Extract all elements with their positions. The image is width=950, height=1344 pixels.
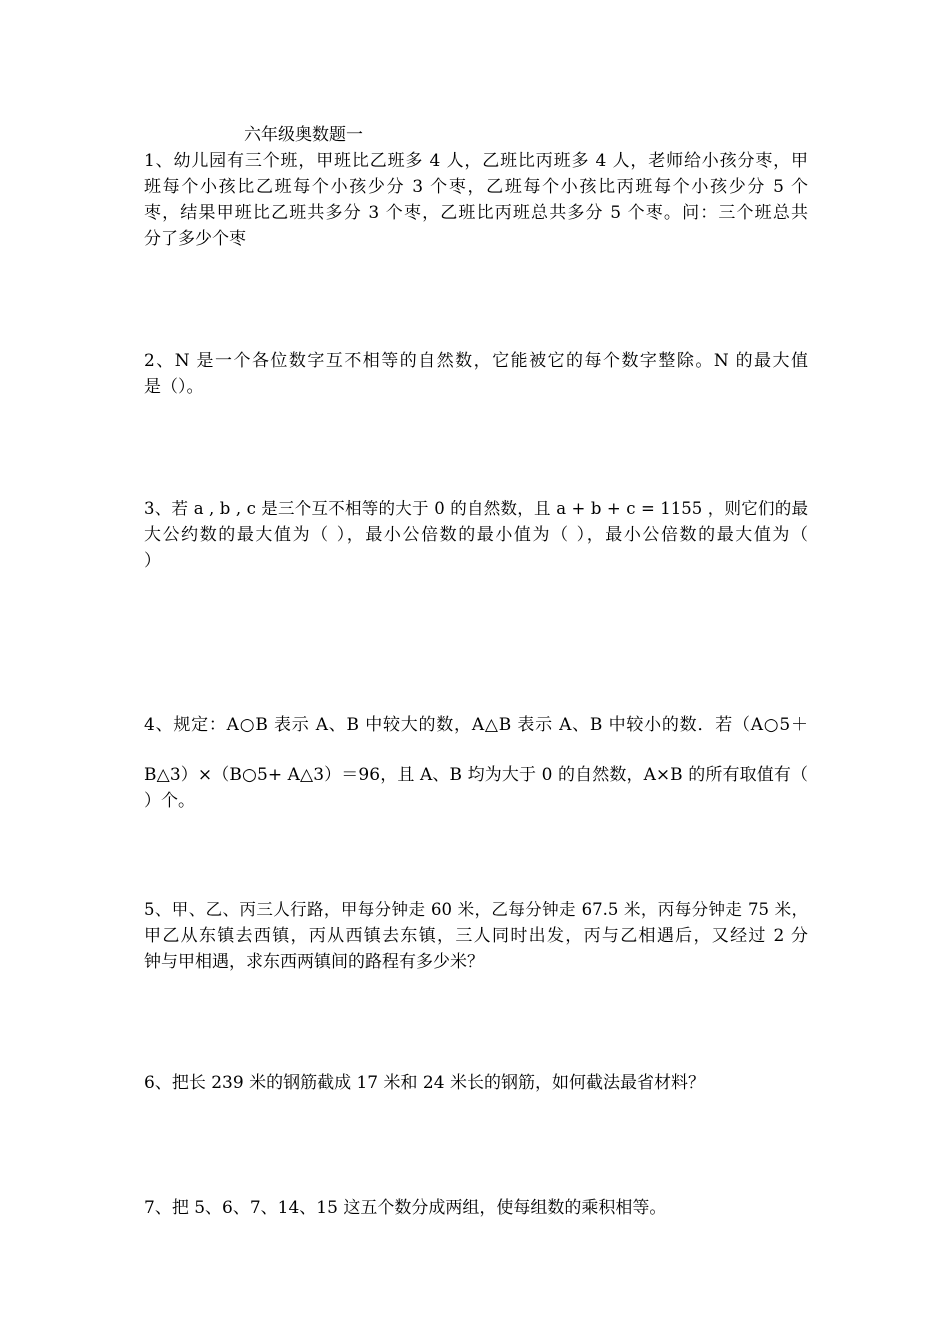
- question-1-line-3: 枣，结果甲班比乙班共多分 3 个枣，乙班比丙班总共多分 5 个枣。问：三个班总共: [144, 203, 808, 223]
- question-7-line-1: 7、把 5、6、7、14、15 这五个数分成两组，使每组数的乘积相等。: [144, 1198, 667, 1218]
- question-2: [144, 348, 808, 400]
- question-1-line-4: 分了多少个枣: [144, 229, 246, 249]
- question-2-line-1: 2、N 是一个各位数字互不相等的自然数，它能被它的每个数字整除。N 的最大值: [144, 351, 808, 371]
- question-6-line-1: 6、把长 239 米的钢筋截成 17 米和 24 米长的钢筋，如何截法最省材料？: [144, 1073, 705, 1093]
- question-3: [144, 496, 808, 574]
- question-5: [144, 897, 808, 975]
- question-4: [144, 712, 808, 814]
- question-4-line-2: B△3）×（B○5+ A△3）＝96，且 A、B 均为大于 0 的自然数，A×B 的所有取值有（: [144, 765, 808, 785]
- question-6: [144, 1070, 808, 1096]
- question-5-line-1: 5、甲、乙、丙三人行路，甲每分钟走 60 米，乙每分钟走 67.5 米，丙每分钟走 75 米，: [144, 900, 808, 919]
- question-4-line-3: ）个。: [144, 791, 195, 811]
- question-1-line-2: 班每个小孩比乙班每个小孩少分 3 个枣，乙班每个小孩比丙班每个小孩少分 5 个: [144, 177, 808, 197]
- question-5-line-3: 钟与甲相遇，求东西两镇间的路程有多少米？: [144, 952, 484, 972]
- question-3-line-1: 3、若 a , b , c 是三个互不相等的大于 0 的自然数，且 a + b + c = 1155 ，则它们的最: [144, 499, 808, 518]
- question-3-line-3: ）: [144, 551, 161, 571]
- question-1-line-1: 1、幼儿园有三个班，甲班比乙班多 4 人，乙班比丙班多 4 人，老师给小孩分枣，甲: [144, 151, 808, 171]
- question-5-line-2: 甲乙从东镇去西镇，丙从西镇去东镇，三人同时出发，丙与乙相遇后，又经过 2 分: [144, 926, 808, 946]
- document-title: 六年级奥数题一: [244, 125, 363, 145]
- question-2-line-2: 是（）。: [144, 377, 204, 397]
- question-7: [144, 1195, 808, 1221]
- question-3-line-2: 大公约数的最大值为（ ），最小公倍数的最小值为（ ），最小公倍数的最大值为（: [144, 525, 808, 545]
- question-1: [144, 148, 808, 252]
- question-4-line-1: 4、规定：A○B 表示 A、B 中较大的数，A△B 表示 A、B 中较小的数．若（A○5＋: [144, 715, 808, 735]
